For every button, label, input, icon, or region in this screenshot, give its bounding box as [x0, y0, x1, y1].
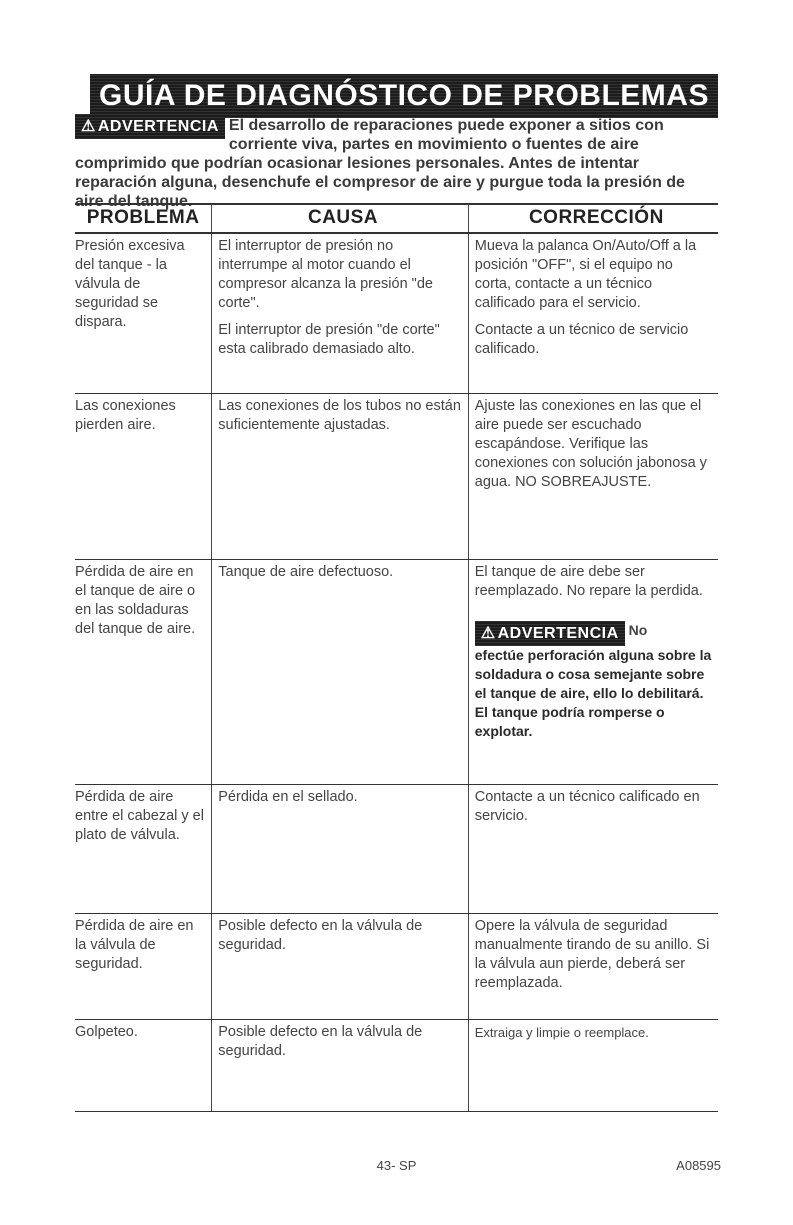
correction-text: Mueva la palanca On/Auto/Off a la posición "OFF", si el equipo no corta, contacte a un técnico calificado para el servicio. [474, 238, 697, 311]
correction-text: Contacte a un técnico de servicio calificado. [474, 322, 689, 357]
document-code: A08595 [676, 1158, 721, 1173]
problem-cell: Pérdida de aire entre el cabezal y el plato de válvula. [75, 784, 212, 913]
correction-cell: Ajuste las conexiones en las que el aire puede ser escuchado escapándose. Verifique las conexiones con solución jabonosa y agua. NO SOBREAJUSTE. [468, 393, 718, 559]
table-row [75, 784, 718, 913]
correction-cell: Extraiga y limpie o reemplace. [468, 1019, 718, 1111]
warning-badge [75, 114, 225, 139]
warning-badge-label: ADVERTENCIA [497, 624, 619, 642]
cause-cell: Pérdida en el sellado. [212, 784, 469, 913]
page-title-banner [90, 74, 718, 118]
table-row [75, 559, 718, 784]
tank-warning [475, 621, 712, 741]
cause-cell [212, 233, 469, 393]
warning-badge [475, 621, 625, 646]
correction-cell: Contacte a un técnico calificado en servicio. [468, 784, 718, 913]
cause-text: El interruptor de presión no interrumpe al motor cuando el compresor alcanza la presión "de corte". [218, 238, 433, 311]
cause-cell: Las conexiones de los tubos no están suficientemente ajustadas. [212, 393, 469, 559]
correction-cell [468, 559, 718, 784]
warning-no: No [628, 621, 648, 638]
cause-cell: Posible defecto en la válvula de seguridad. [212, 1019, 469, 1111]
problem-cell: Las conexiones pierden aire. [75, 393, 212, 559]
warning-triangle-icon: ⚠ [480, 624, 496, 642]
warning-triangle-icon: ⚠ [81, 118, 96, 135]
table-row [75, 913, 718, 1019]
warning-text: El desarrollo de reparaciones puede exponer a sitios con corriente viva, partes en movimiento o fuentes de aire comprimido que podrían ocasionar lesiones personales. Antes de intentar reparación alguna, desenchufe el compresor de aire y purgue toda la presión de aire del tanque. [75, 117, 685, 210]
tank-warning-text: efectúe perforación alguna sobre la soldadura o cosa semejante sobre el tanque de aire, ello lo debilitará. El tanque podría romperse o explotar. [474, 646, 712, 739]
table-row [75, 393, 718, 559]
header-cause: CAUSA [212, 204, 469, 233]
troubleshooting-table [75, 203, 718, 1112]
correction-cell: Opere la válvula de seguridad manualmente tirando de su anillo. Si la válvula aun pierde, deberá ser reemplazada. [468, 913, 718, 1019]
cause-text: El interruptor de presión "de corte" esta calibrado demasiado alto. [218, 322, 440, 357]
header-problem: PROBLEMA [75, 204, 212, 233]
correction-text: El tanque de aire debe ser reemplazado. No repare la perdida. [474, 563, 703, 599]
page-title: GUÍA DE DIAGNÓSTICO DE PROBLEMAS [99, 79, 709, 112]
page-number: 43- SP [376, 1158, 417, 1173]
warning-intro [75, 116, 715, 211]
table-row [75, 233, 718, 393]
problem-cell: Golpeteo. [75, 1019, 212, 1111]
problem-cell: Pérdida de aire en el tanque de aire o en las soldaduras del tanque de aire. [75, 559, 212, 784]
problem-cell: Pérdida de aire en la válvula de seguridad. [75, 913, 212, 1019]
cause-cell: Tanque de aire defectuoso. [212, 559, 469, 784]
table-row [75, 1019, 718, 1111]
table-header-row [75, 204, 718, 233]
warning-badge-label: ADVERTENCIA [97, 118, 219, 135]
problem-cell: Presión excesiva del tanque - la válvula de seguridad se dispara. [75, 233, 212, 393]
cause-cell: Posible defecto en la válvula de seguridad. [212, 913, 469, 1019]
header-correction: CORRECCIÓN [468, 204, 718, 233]
correction-cell [468, 233, 718, 393]
